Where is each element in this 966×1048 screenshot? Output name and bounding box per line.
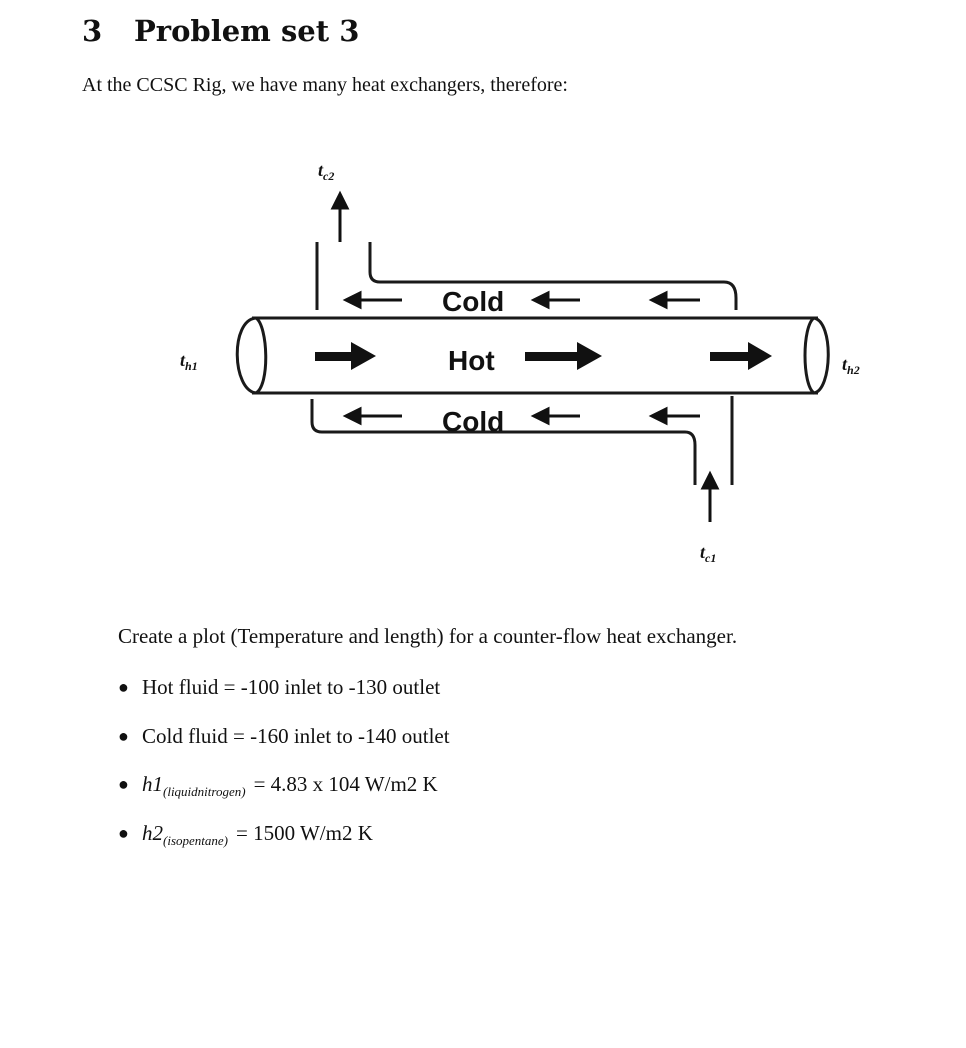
h1-subscript: (liquidnitrogen): [163, 784, 246, 800]
cold-label-top: Cold: [442, 286, 505, 317]
h2-subscript: (isopentane): [163, 833, 228, 849]
task-statement: Create a plot (Temperature and length) for a counter-flow heat exchanger.: [118, 624, 738, 648]
cold-label-bottom: Cold: [442, 406, 505, 437]
section-title: Problem set 3: [134, 14, 360, 48]
temp-label-th2: $t_{h2}$: [842, 354, 860, 377]
h1-value: = 4.83 x 104 W/m2 K: [253, 772, 438, 797]
hot-label: Hot: [448, 345, 495, 376]
section-number: 3: [82, 14, 103, 48]
list-item: [118, 769, 450, 818]
bullet-icon: ●: [118, 823, 129, 844]
temp-label-th1: $t_{h1}$: [180, 350, 198, 373]
h1-text: [142, 769, 438, 802]
list-item: [118, 721, 450, 770]
h2-variable: h2: [142, 821, 163, 846]
list-item: [118, 672, 450, 721]
given-values-list: [118, 672, 450, 867]
hot-fluid-text: Hot fluid = -100 inlet to -130 outlet: [142, 675, 441, 699]
h1-variable: h1: [142, 772, 163, 797]
temp-label-tc2: $t_{c2}$: [318, 160, 335, 183]
bullet-icon: ●: [118, 677, 129, 697]
intro-paragraph: At the CCSC Rig, we have many heat exchangers, therefore:: [82, 74, 568, 96]
bullet-icon: ●: [118, 774, 129, 795]
temp-label-tc1: $t_{c1}$: [700, 542, 717, 565]
list-item: [118, 818, 450, 867]
heat-exchanger-diagram: [170, 140, 882, 572]
section-heading: [82, 14, 359, 48]
h2-value: = 1500 W/m2 K: [235, 821, 373, 846]
h2-text: [142, 818, 373, 851]
bullet-icon: ●: [118, 725, 129, 746]
cold-fluid-text: Cold fluid = -160 inlet to -140 outlet: [142, 723, 450, 748]
